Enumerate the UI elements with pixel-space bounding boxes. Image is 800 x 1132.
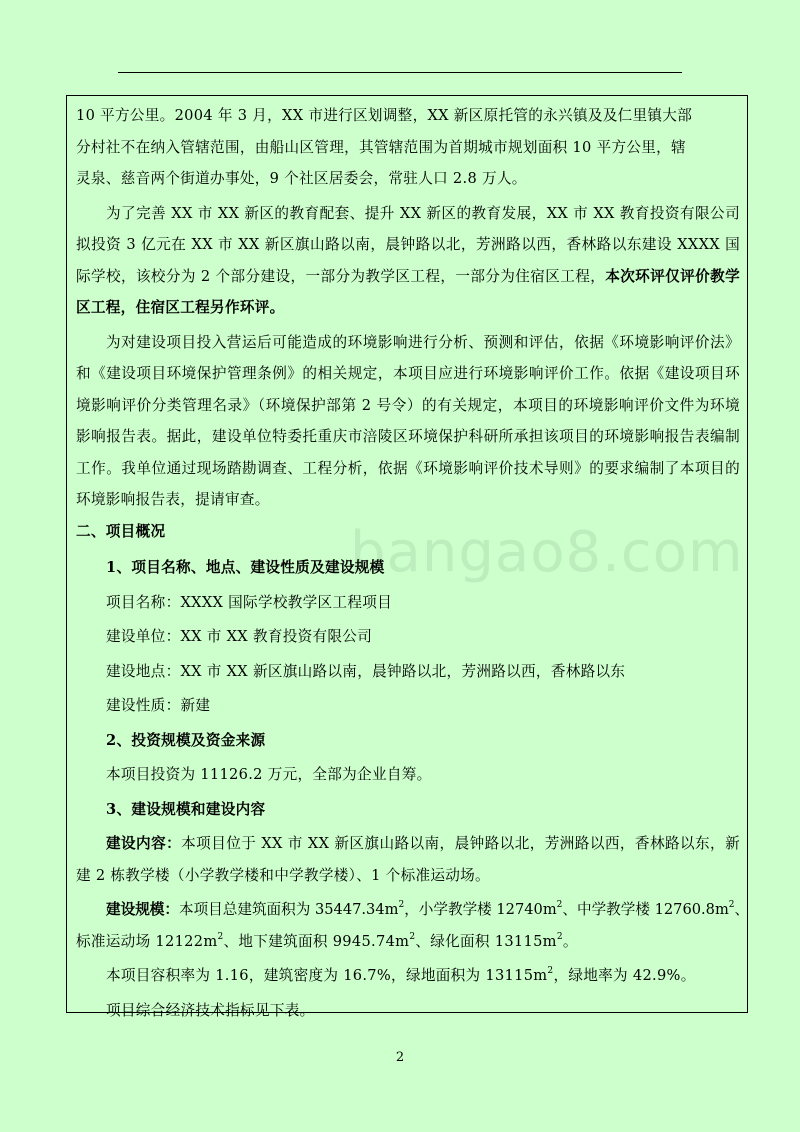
- scale-text: 、绿化面积 13115m: [415, 932, 557, 950]
- project-name: 项目名称：XXXX 国际学校教学区工程项目: [106, 593, 392, 611]
- superscript: 2: [556, 900, 563, 911]
- subsection-heading: 2、投资规模及资金来源: [106, 731, 266, 749]
- superscript: 2: [547, 966, 554, 977]
- construction-unit: 建设单位：XX 市 XX 教育投资有限公司: [106, 628, 373, 645]
- scale-text: 、中学教学楼 12760.8m: [562, 901, 729, 918]
- superscript: 2: [556, 931, 563, 942]
- plot-ratio: [76, 960, 740, 992]
- scale-text: 本项目总建筑面积为 35447.34m: [178, 901, 399, 918]
- content-text: 本项目位于 XX 市 XX 新区旗山路以南，晨钟路以北，芳洲路以西，香林路以东，新建 2 栋教学楼（小学教学楼和中学教学楼）、1 个标准运动场。: [76, 835, 740, 884]
- scale-text: 。: [562, 932, 578, 950]
- superscript: 2: [398, 900, 405, 911]
- scale-text: 、: [734, 901, 750, 918]
- subsection-heading: 1、项目名称、地点、建设性质及建设规模: [106, 559, 385, 576]
- superscript: 2: [409, 931, 416, 942]
- superscript: 2: [217, 931, 224, 942]
- intro-paragraph-3: 为对建设项目投入营运后可能造成的环境影响进行分析、预测和评估，依据《环境影响评价法》和《建设项目环境保护管理条例》的相关规定，本项目应进行环境影响评价工作。依据《建设项目环境影响评价分类管理名录》（环境保护部第 2 号令）的有关规定，本项目的环境影响评价文件为环境影响报告表。据此，建设单位特委托重庆市涪陵区环境保护科研所承担该项目的环境影响报告表编制工作。我单位通过现场踏勘调查、工程分析，依据《环境影响评价技术导则》的要求编制了本项目的环境影响报告表，提请审查。: [76, 333, 740, 508]
- subsection-heading: 3、建设规模和建设内容: [106, 800, 266, 818]
- watermark: bangao8.com: [350, 520, 744, 585]
- scale-text: ，小学教学楼 12740m: [404, 901, 557, 918]
- construction-location: 建设地点：XX 市 XX 新区旗山路以南，晨钟路以北，芳洲路以西，香林路以东: [106, 662, 626, 680]
- construction-nature: 建设性质：新建: [106, 697, 211, 714]
- superscript: 2: [728, 900, 735, 911]
- content-label: 建设内容：: [106, 835, 182, 852]
- ratio-text: ，绿地率为 42.9%。: [553, 967, 696, 984]
- ratio-text: 本项目容积率为 1.16，建筑密度为 16.7%，绿地面积为 13115m: [106, 967, 548, 984]
- investment-text: 本项目投资为 11126.2 万元，全部为企业自筹。: [106, 766, 432, 783]
- section-heading: 二、项目概况: [76, 522, 166, 540]
- construction-scale: [76, 894, 750, 957]
- intro-paragraph-1: [76, 100, 740, 195]
- table-note: 项目综合经济技术指标见下表。: [106, 1001, 315, 1019]
- bold-note: 本次环评仅评价教学区工程，住宿区工程另作环评。: [76, 267, 740, 316]
- paragraph-text: 为了完善 XX 市 XX 新区的教育配套、提升 XX 新区的教育发展，XX 市 XX 教育投资有限公司拟投资 3 亿元在 XX 市 XX 新区旗山路以南，晨钟路以北，芳洲路以西，香林路以东建设 XXXX 国际学校，该校分为 2 个部分建设，一部分为教学区工程，一部分为住宿区工程，: [76, 204, 740, 285]
- text-line: 10 平方公里。2004 年 3 月，XX 市进行区划调整，XX 新区原托管的永兴镇及及仁里镇大部: [76, 107, 693, 124]
- intro-paragraph-2: [76, 198, 740, 324]
- text-line: 分村社不在纳入管辖范围，由船山区管理，其管辖范围为首期城市规划面积 10 平方公里，辖: [76, 138, 686, 156]
- construction-content: [76, 828, 740, 891]
- page-number: 2: [395, 1050, 405, 1065]
- scale-label: 建设规模：: [106, 901, 179, 918]
- header-rule: [118, 72, 682, 73]
- text-line: 灵泉、慈音两个街道办事处，9 个社区居委会，常驻人口 2.8 万人。: [76, 170, 527, 187]
- scale-text: 标准运动场 12122m: [76, 932, 218, 950]
- document-body: [76, 100, 750, 1026]
- scale-text: 、地下建筑面积 9945.74m: [223, 932, 410, 950]
